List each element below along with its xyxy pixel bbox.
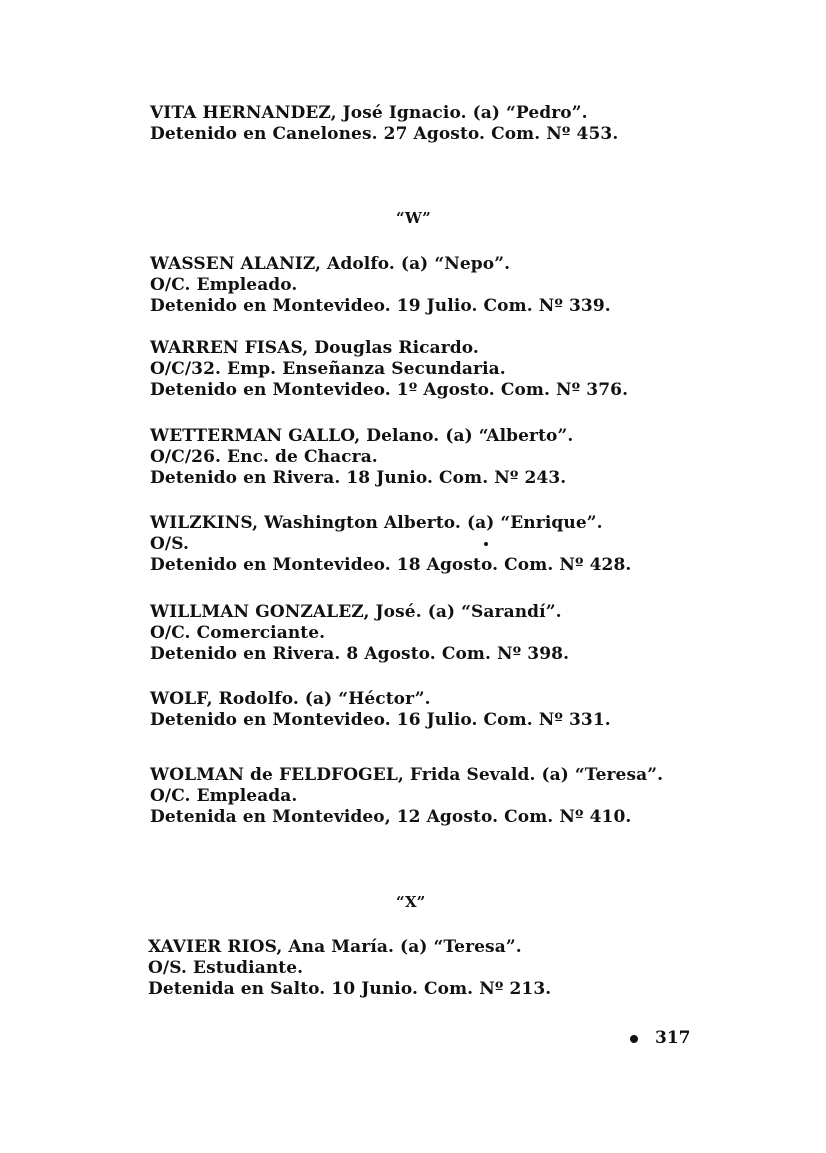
entry-line: Detenido en Montevideo. 19 Julio. Com. Nº 339. xyxy=(150,296,611,316)
entry-line: Detenido en Rivera. 8 Agosto. Com. Nº 398. xyxy=(150,644,570,664)
entry-xavier-rios xyxy=(148,937,551,1000)
page-number: 317 xyxy=(655,1028,691,1048)
entry-warren-fisas xyxy=(150,338,628,401)
entry-line: Detenido en Rivera. 18 Junio. Com. Nº 243. xyxy=(150,468,567,488)
entry-line: O/S. Estudiante. xyxy=(148,958,304,978)
entry-line: O/C. Empleado. xyxy=(150,275,298,295)
entry-line: WARREN FISAS, Douglas Ricardo. xyxy=(150,338,479,358)
entry-line: Detenido en Montevideo. 18 Agosto. Com. Nº 428. xyxy=(150,555,632,575)
section-heading-x: “X” xyxy=(396,893,426,911)
entry-line: WETTERMAN GALLO, Delano. (a) “Alberto”. xyxy=(150,426,574,446)
entry-line: Detenida en Salto. 10 Junio. Com. Nº 213. xyxy=(148,979,552,999)
entry-line: WOLMAN de FELDFOGEL, Frida Sevald. (a) “Teresa”. xyxy=(150,765,664,785)
entry-line: Detenida en Montevideo, 12 Agosto. Com. Nº 410. xyxy=(150,807,632,827)
entry-line: O/S. xyxy=(150,534,190,554)
section-heading-w: “W” xyxy=(396,209,431,227)
entry-wassen-alaniz xyxy=(150,254,611,317)
entry-line: O/C. Empleada. xyxy=(150,786,298,806)
entry-wolman-de-feldfogel xyxy=(150,765,663,828)
entry-line: VITA HERNANDEZ, José Ignacio. (a) “Pedro”. xyxy=(150,103,588,123)
entry-vita-hernandez xyxy=(150,103,618,145)
entry-line: WOLF, Rodolfo. (a) “Héctor”. xyxy=(150,689,431,709)
entry-wetterman-gallo xyxy=(150,426,573,489)
entry-line: WILLMAN GONZALEZ, José. (a) “Sarandí”. xyxy=(150,602,562,622)
entry-wolf xyxy=(150,689,611,731)
entry-wilzkins xyxy=(150,513,631,576)
print-speck xyxy=(484,542,488,546)
entry-line: O/C. Comerciante. xyxy=(150,623,326,643)
entry-line: Detenido en Canelones. 27 Agosto. Com. Nº 453. xyxy=(150,124,619,144)
entry-line: O/C/32. Emp. Enseñanza Secundaria. xyxy=(150,359,506,379)
entry-line: O/C/26. Enc. de Chacra. xyxy=(150,447,378,467)
footer-bullet-icon xyxy=(630,1035,638,1043)
entry-line: WILZKINS, Washington Alberto. (a) “Enrique”. xyxy=(150,513,603,533)
entry-line: Detenido en Montevideo. 16 Julio. Com. Nº 331. xyxy=(150,710,611,730)
entry-willman-gonzalez xyxy=(150,602,569,665)
entry-line: XAVIER RIOS, Ana María. (a) “Teresa”. xyxy=(148,937,522,957)
entry-line: Detenido en Montevideo. 1º Agosto. Com. Nº 376. xyxy=(150,380,629,400)
entry-line: WASSEN ALANIZ, Adolfo. (a) “Nepo”. xyxy=(150,254,511,274)
